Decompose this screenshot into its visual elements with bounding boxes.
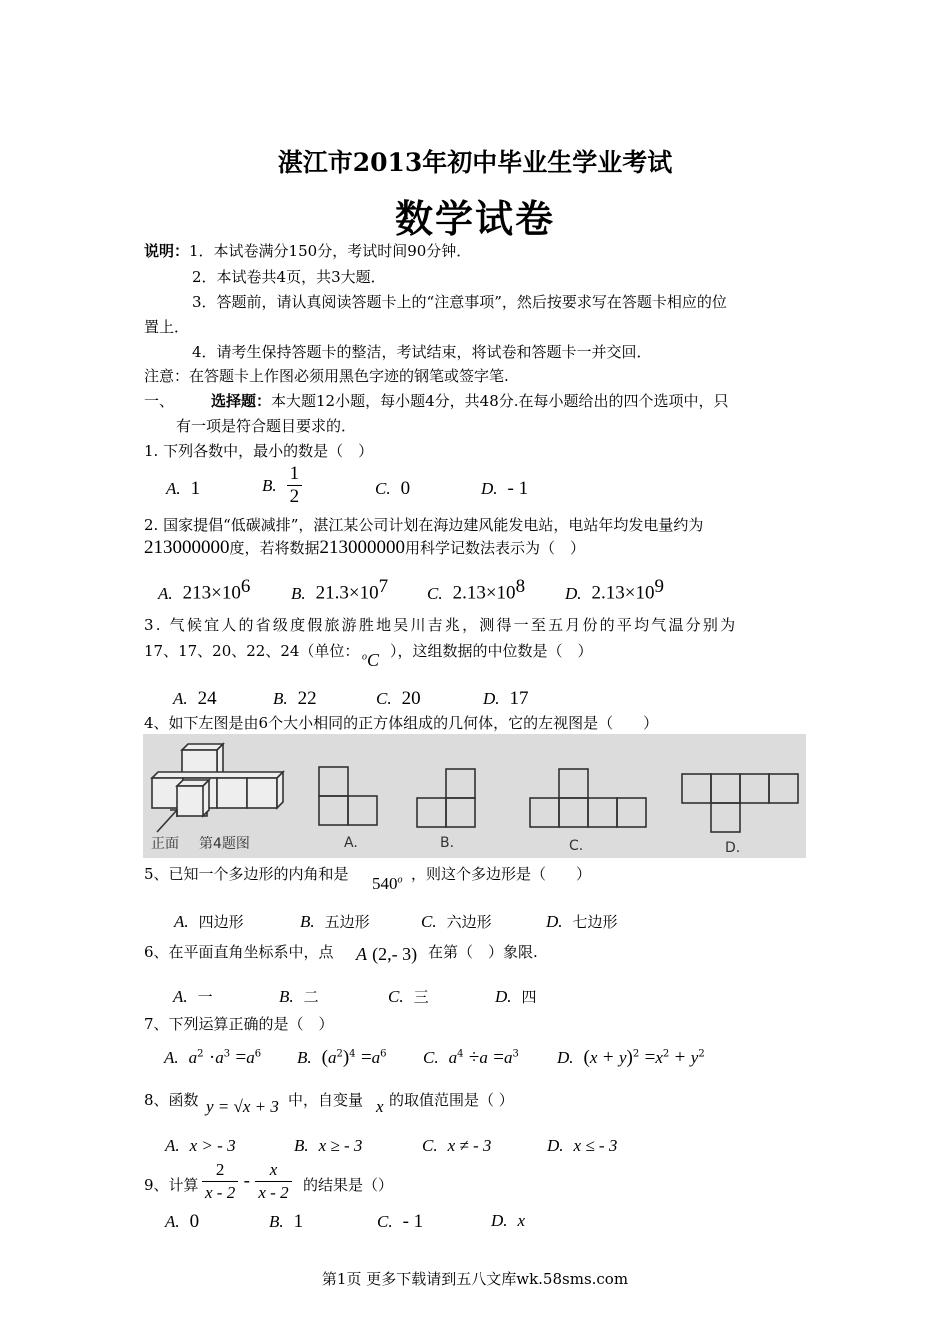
q2-option-c: C. $2.13\times 10^8$ <box>427 576 526 604</box>
q8-stem-a: 8、函数 <box>144 1091 199 1109</box>
note-3a: 3．答题前，请认真阅读答题卡上的“注意事项”，然后按要求写在答题卡相应的位 <box>192 293 727 311</box>
q6-stem-a: 6、在平面直角坐标系中，点 <box>144 943 334 961</box>
q4-view-a <box>319 767 377 825</box>
q4-view-c-label: C. <box>569 838 584 854</box>
q9-option-b: B. 1 <box>269 1211 304 1232</box>
q5-option-b: B. 五边形 <box>300 912 370 931</box>
q7-option-b: B. $(a^2)^4 =a^6$ <box>297 1047 387 1068</box>
q4-figure-svg <box>143 734 806 858</box>
q9-expression: $\frac{2}{x - 2}$ - $\frac{x}{x - 2}$ <box>202 1159 292 1204</box>
q7-option-d: D. $(x + y)^2 =x^2 + y^2$ <box>557 1047 705 1068</box>
q4-view-d-label: D. <box>725 840 741 856</box>
q8-option-c: C. x ≠ - 3 <box>422 1136 492 1155</box>
q4-figure-label: 第4题图 <box>199 836 250 852</box>
q9-fraction-2: $\frac{x}{x - 2}$ <box>255 1159 291 1204</box>
q3-stem-a: 3. 气候宜人的省级度假旅游胜地吴川吉兆，测得一至五月份的平均气温分别为 <box>144 616 738 634</box>
q6-option-d: D. 四 <box>495 987 537 1006</box>
q8-option-b: B. x ≥ - 3 <box>294 1136 363 1155</box>
q3-option-a: A. 24 <box>173 688 217 709</box>
q6-option-b: B. 二 <box>279 987 319 1006</box>
exam-subtitle: 数学试卷 <box>394 196 555 241</box>
q6-stem-b: 在第（ ）象限. <box>428 943 538 961</box>
section-1-number: 一、 <box>144 392 175 410</box>
q2-option-d: D. $2.13\times 10^9$ <box>565 576 664 604</box>
q8-option-a: A. x > - 3 <box>165 1136 236 1155</box>
note-4: 4．请考生保持答题卡的整洁，考试结束，将试卷和答题卡一并交回． <box>192 343 652 361</box>
page-footer: 第1页 更多下载请到五八文库wk.58sms.com <box>321 1270 629 1288</box>
q3-option-b: B. 22 <box>273 688 317 709</box>
q3-stem-b1: 17、17、20、22、24（单位： <box>144 642 360 660</box>
q8-stem-c: 的取值范围是（ ） <box>389 1091 514 1109</box>
q1-option-c: C. 0 <box>375 478 411 499</box>
q3-option-d: D. 17 <box>483 688 529 709</box>
q5-angle: 540$^o$ <box>372 874 403 893</box>
exam-title: 湛江市2013年初中毕业生学业考试 <box>277 148 673 177</box>
q9-option-a: A. 0 <box>165 1211 200 1232</box>
q3-option-c: C. 20 <box>376 688 421 709</box>
q4-view-d <box>682 774 798 832</box>
q6-option-c: C. 三 <box>388 987 429 1006</box>
q5-option-d: D. 七边形 <box>546 912 618 931</box>
q9-option-d: D. x <box>491 1211 526 1230</box>
note-2: 2．本试卷共4页，共3大题． <box>192 268 386 286</box>
notes-line-1 <box>144 240 471 261</box>
q4-figure <box>143 734 806 858</box>
q8-function: y = √x + 3 <box>206 1097 279 1116</box>
section-1-label: 选择题： <box>211 392 272 410</box>
q9-option-c: C. - 1 <box>377 1211 424 1232</box>
q3-stem-b2: ），这组数据的中位数是（ ） <box>390 642 593 660</box>
q8-variable: x <box>376 1097 384 1116</box>
q1-fraction: $\frac{1}{2}$ <box>287 463 303 508</box>
q5-stem-b: ，则这个多边形是（ ） <box>411 865 592 883</box>
q4-view-c <box>530 769 646 827</box>
q1-option-d: D. - 1 <box>481 478 529 499</box>
q2-option-b: B. $21.3\times 10^7$ <box>291 576 389 604</box>
q8-stem-b: 中，自变量 <box>288 1091 364 1109</box>
q2-stem-b: 213000000度，若将数据213000000用科学记数法表示为（ ） <box>144 537 586 558</box>
q6-option-a: A. 一 <box>173 987 213 1006</box>
q4-view-b-label: B. <box>440 835 455 851</box>
q1-stem: 1. 下列各数中，最小的数是（ ） <box>144 442 374 460</box>
q6-point: A (2,- 3) <box>356 944 418 964</box>
q4-view-a-label: A. <box>344 835 358 851</box>
q9-fraction-1: $\frac{2}{x - 2}$ <box>202 1159 238 1204</box>
q4-front-arrow <box>157 810 177 832</box>
q2-option-a: A. $213\times 10^6$ <box>158 576 251 604</box>
q7-option-c: C. $a^4 \div a =a^3$ <box>423 1047 519 1068</box>
attention-note: 注意：在答题卡上作图必须用黑色字迹的钢笔或签字笔. <box>144 367 509 385</box>
q9-stem-b: 的结果是（） <box>303 1176 394 1194</box>
q5-stem-a: 5、已知一个多边形的内角和是 <box>144 865 349 883</box>
q2-stem-a: 2. 国家提倡“低碳减排”，湛江某公司计划在海边建风能发电站，电站年均发电量约为 <box>144 516 704 534</box>
q3-unit: $^o$C <box>362 650 380 670</box>
q4-solid-drawing <box>152 744 283 816</box>
q1-option-a: A. 1 <box>166 478 201 499</box>
q7-option-a: A. $a^2 \cdot a^3 =a^6$ <box>164 1047 262 1068</box>
section-1-text-b: 有一项是符合题目要求的． <box>176 417 357 435</box>
q4-front-label: 正面 <box>151 836 179 852</box>
q9-stem-a: 9、计算 <box>144 1176 199 1194</box>
q4-stem: 4、如下左图是由6个大小相同的正方体组成的几何体，它的左视图是（ ） <box>144 714 659 732</box>
note-3b: 置上． <box>144 318 190 336</box>
q8-option-d: D. x ≤ - 3 <box>547 1136 618 1155</box>
note-1: 1．本试卷满分150分，考试时间90分钟． <box>189 242 472 260</box>
section-1-heading <box>211 390 729 411</box>
section-1-text-a: 本大题12小题，每小题4分，共48分.在每小题给出的四个选项中，只 <box>271 392 729 410</box>
q5-option-a: A. 四边形 <box>174 912 244 931</box>
q4-view-b <box>417 769 475 827</box>
q7-stem: 7、下列运算正确的是（ ） <box>144 1015 334 1033</box>
q1-option-b: B. $\frac{1}{2}$ <box>262 463 302 508</box>
q5-option-c: C. 六边形 <box>421 912 492 931</box>
notes-label: 说明： <box>144 242 190 260</box>
